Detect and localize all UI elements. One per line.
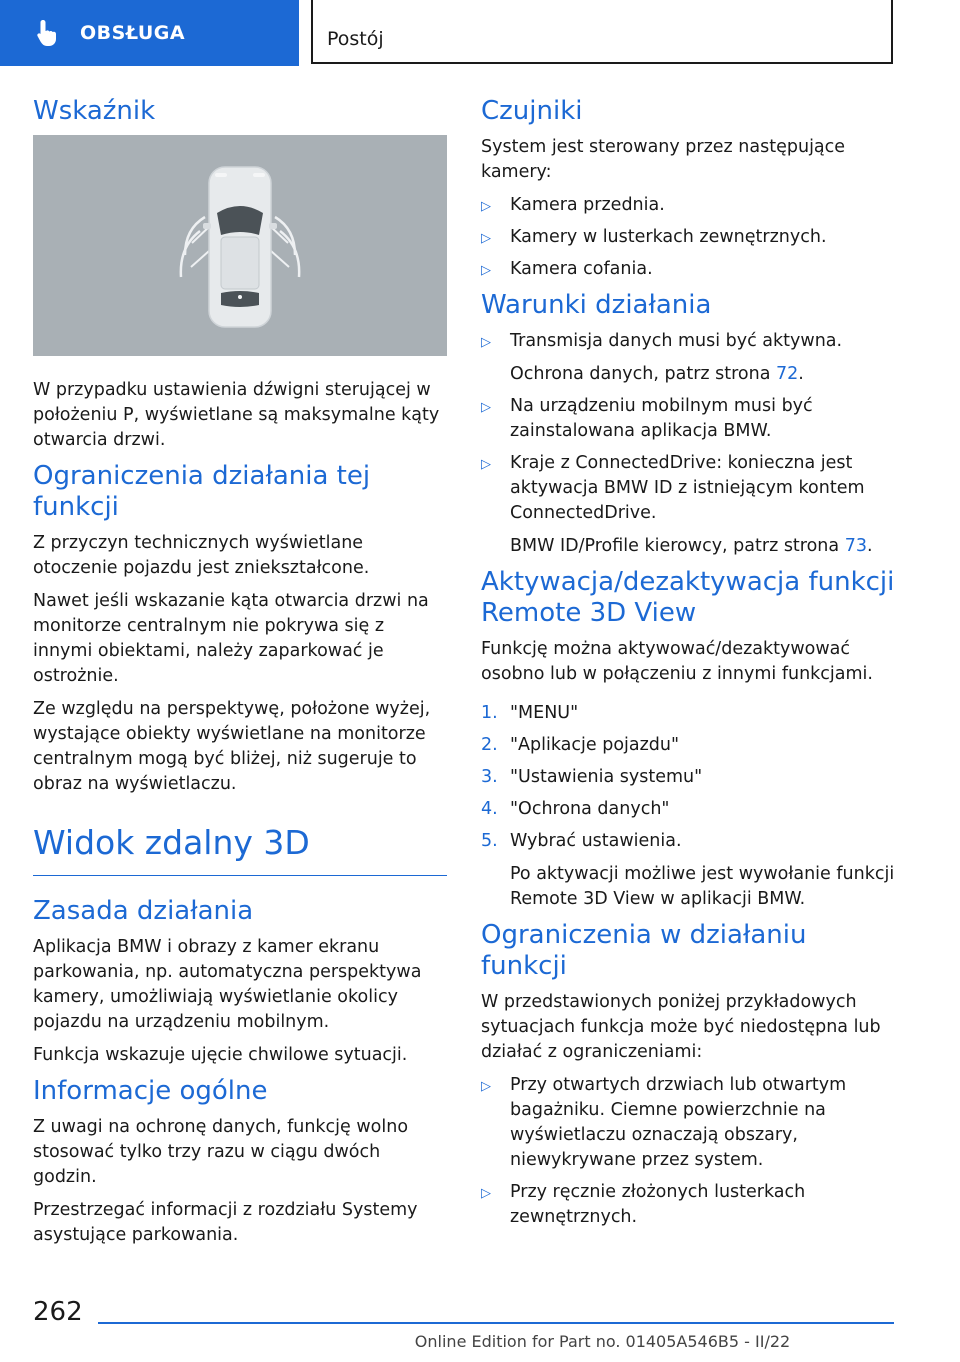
footer-divider bbox=[98, 1322, 894, 1324]
list-item: 1. "MENU" bbox=[481, 703, 579, 723]
ograniczenia-p1: Z przyczyn technicznych wyświetlane otoczenie pojazdu jest zniekształcone. bbox=[33, 533, 370, 578]
czujniki-text: System jest sterowany przez następujące kamery: bbox=[481, 137, 846, 182]
informacje-p1: Z uwagi na ochronę danych, funkcję wolno stosować tylko trzy razu w ciągu dwóch godzin. bbox=[33, 1117, 409, 1187]
car-top-view-doors-open-icon bbox=[33, 135, 447, 356]
list-item: ▷ Kamera przednia. bbox=[481, 193, 895, 218]
list-item: ▷ Transmisja danych musi być aktywna. Ochrona danych, patrz strona 72. bbox=[481, 329, 895, 387]
xref-line: BMW ID/Profile kierowcy, patrz strona 73. bbox=[510, 536, 873, 556]
ograniczenia2-list bbox=[481, 1073, 895, 1230]
list-item: 4. "Ochrona danych" bbox=[481, 799, 670, 819]
bullet-triangle-icon: ▷ bbox=[481, 263, 491, 278]
heading-widok-zdalny: Widok zdalny 3D bbox=[33, 823, 447, 876]
ograniczenia2-text: W przedstawionych poniżej przykładowych sytuacjach funkcja może być niedostępna lub działać z ograniczeniami: bbox=[481, 992, 881, 1062]
page-header bbox=[0, 0, 960, 66]
bullet-triangle-icon: ▷ bbox=[481, 231, 491, 246]
heading-wskaznik: Wskaźnik bbox=[33, 96, 156, 126]
zasada-p1: Aplikacja BMW i obrazy z kamer ekranu parkowania, np. automatyczna perspektywa kamery, umożliwiają wyświetlanie okolicy pojazdu na urządzeniu mobilnym. bbox=[33, 937, 422, 1032]
list-item: ▷ Na urządzeniu mobilnym musi być zainstalowana aplikacja BMW. bbox=[481, 396, 813, 441]
list-item: 2. "Aplikacje pojazdu" bbox=[481, 735, 680, 755]
ograniczenia-p2: Nawet jeśli wskazanie kąta otwarcia drzwi na monitorze centralnym nie pokrywa się z innymi obiektami, należy zaparkować je ostrożnie. bbox=[33, 591, 429, 686]
steps-list bbox=[481, 701, 895, 912]
bullet-triangle-icon: ▷ bbox=[481, 335, 491, 350]
bullet-triangle-icon: ▷ bbox=[481, 400, 491, 415]
section-tab bbox=[0, 0, 299, 66]
informacje-p2: Przestrzegać informacji z rozdziału Systemy asystujące parkowania. bbox=[33, 1200, 418, 1245]
heading-zasada: Zasada działania bbox=[33, 896, 254, 926]
car-door-angle-figure bbox=[33, 135, 447, 356]
heading-informacje: Informacje ogólne bbox=[33, 1076, 268, 1106]
bullet-triangle-icon: ▷ bbox=[481, 457, 491, 472]
list-item: ▷ Przy ręcznie złożonych lusterkach zewnętrznych. bbox=[481, 1182, 806, 1227]
wskaznik-text: W przypadku ustawienia dźwigni sterującej w położeniu P, wyświetlane są maksymalne kąty otwarcia drzwi. bbox=[33, 380, 440, 450]
edition-note: Online Edition for Part no. 01405A546B5 - II/22 bbox=[414, 1332, 791, 1351]
warunki-list bbox=[481, 329, 895, 559]
page-number: 262 bbox=[33, 1297, 83, 1327]
page-link-72[interactable]: 72 bbox=[776, 364, 799, 384]
list-item: 5. Wybrać ustawienia. Po aktywacji możliwe jest wywołanie funkcji Remote 3D View w aplikacji BMW. bbox=[481, 831, 895, 909]
heading-ograniczenia: Ograniczenia działania tej funkcji bbox=[33, 461, 371, 522]
heading-ograniczenia-w-dzialaniu: Ograniczenia w działaniu funkcji bbox=[481, 920, 807, 981]
page-link-73[interactable]: 73 bbox=[844, 536, 867, 556]
list-item: 3. "Ustawienia systemu" bbox=[481, 767, 703, 787]
list-item: ▷ Przy otwartych drzwiach lub otwartym bagażniku. Ciemne powierzchnie na wyświetlaczu oznaczają obszary, niewykrywane przez system. bbox=[481, 1075, 847, 1170]
right-column bbox=[481, 96, 895, 1238]
zasada-p2: Funkcja wskazuje ujęcie chwilowe sytuacji. bbox=[33, 1045, 408, 1065]
heading-czujniki: Czujniki bbox=[481, 96, 583, 126]
left-column bbox=[33, 96, 447, 1256]
topic-title: Postój bbox=[311, 0, 893, 64]
bullet-triangle-icon: ▷ bbox=[481, 199, 491, 214]
aktywacja-text: Funkcję można aktywować/dezaktywować osobno lub w połączeniu z innymi funkcjami. bbox=[481, 639, 873, 684]
heading-warunki: Warunki działania bbox=[481, 290, 712, 320]
bullet-triangle-icon: ▷ bbox=[481, 1079, 491, 1094]
list-item: ▷ Kamery w lusterkach zewnętrznych. bbox=[481, 225, 895, 250]
ograniczenia-p3: Ze względu na perspektywę, położone wyżej, wystające obiekty wyświetlane na monitorze centralnym mogą być bliżej, niż sugeruje to obraz na wyświetlaczu. bbox=[33, 699, 431, 794]
czujniki-list bbox=[481, 193, 895, 282]
heading-aktywacja: Aktywacja/dezaktywacja funkcji Remote 3D View bbox=[481, 567, 895, 628]
section-label: OBSŁUGA bbox=[80, 22, 186, 44]
bullet-triangle-icon: ▷ bbox=[481, 1186, 491, 1201]
list-item: ▷ Kraje z ConnectedDrive: konieczna jest aktywacja BMW ID z istniejącym kontem ConnectedDrive. BMW ID/Profile kierowcy, patrz strona 73. bbox=[481, 451, 895, 559]
list-item: ▷ Kamera cofania. bbox=[481, 257, 895, 282]
pointing-hand-icon bbox=[34, 18, 64, 48]
xref-line: Ochrona danych, patrz strona 72. bbox=[510, 364, 804, 384]
